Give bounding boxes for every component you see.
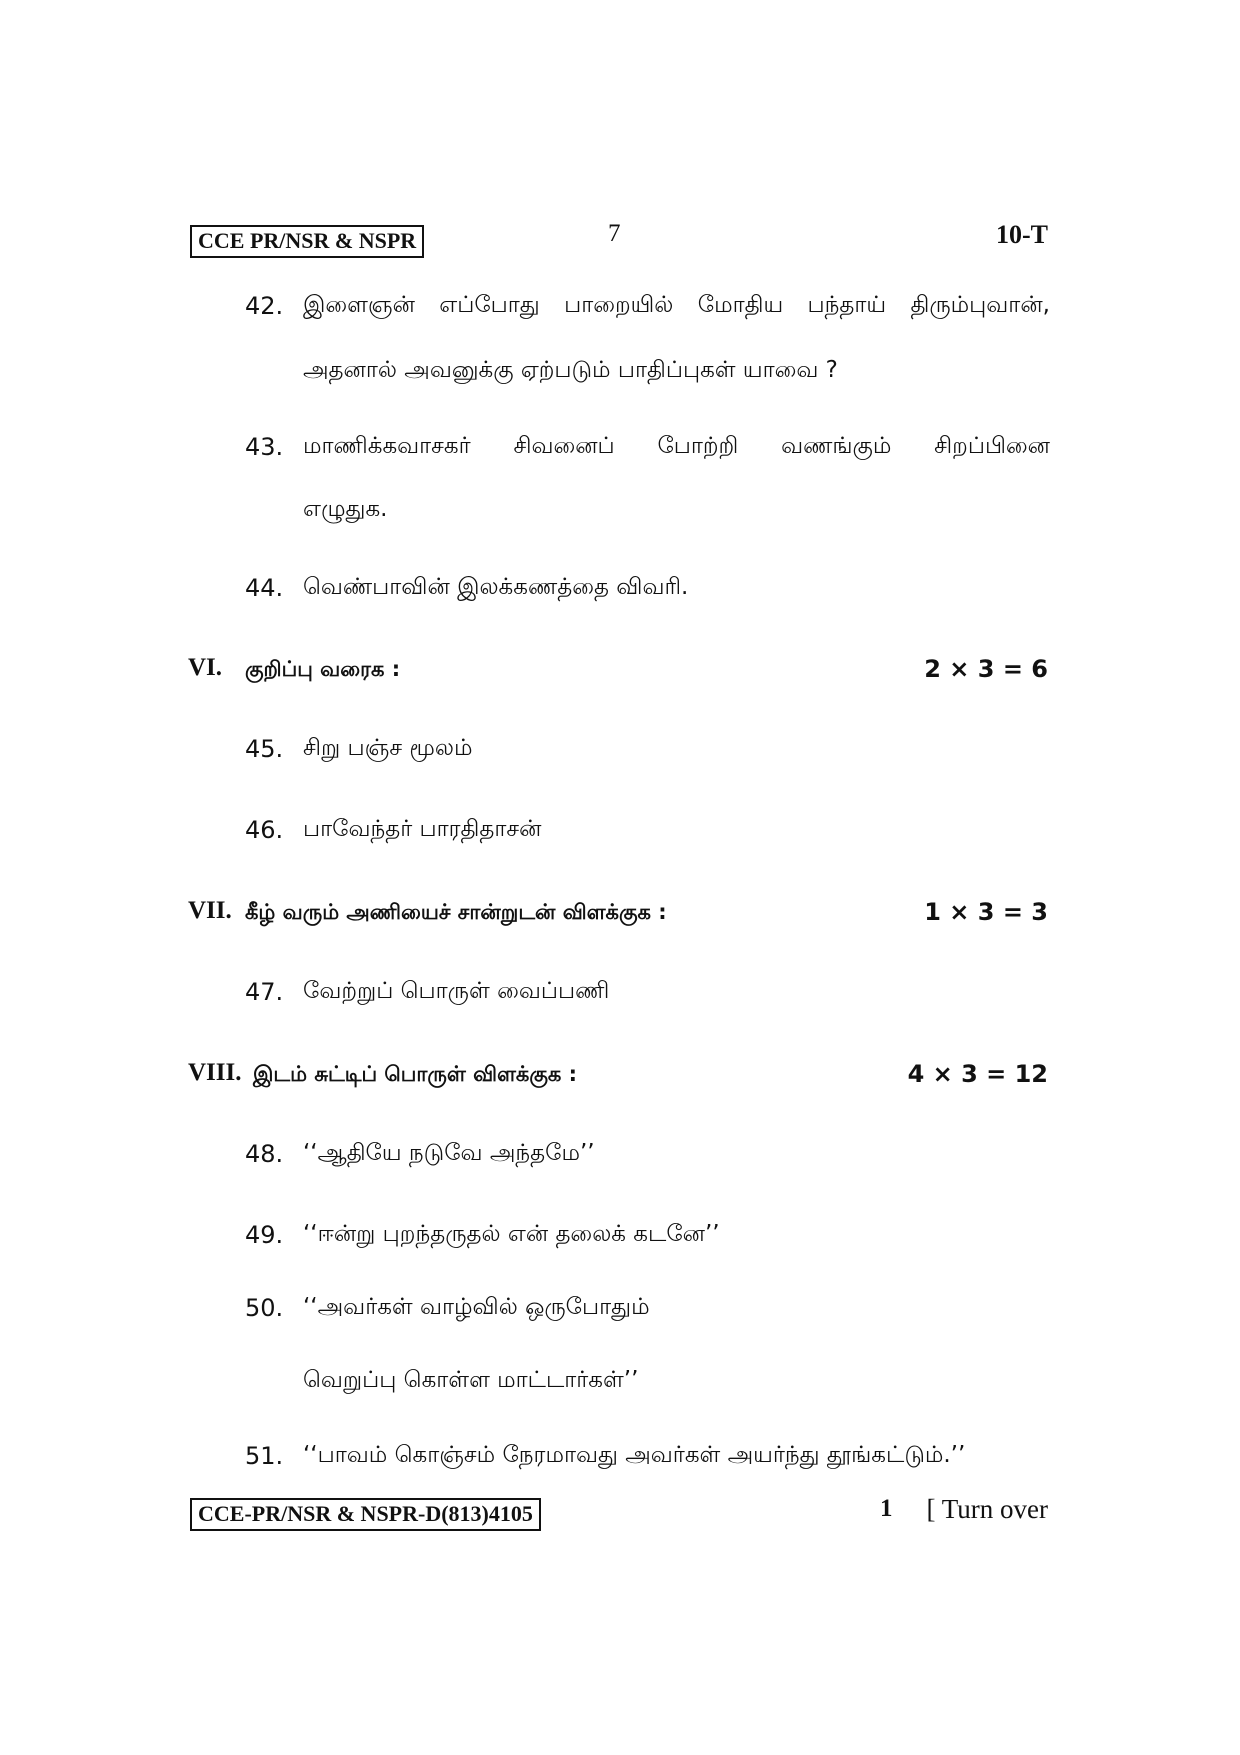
section-marks: 1 × 3 = 3 (924, 898, 1048, 926)
question-text: ‘‘ஈன்று புறந்தருதல் என் தலைக் கடனே’’ (303, 1221, 720, 1247)
section-number: VII. (188, 897, 232, 924)
question-number: 47. (245, 978, 284, 1006)
question-text: ‘‘அவர்கள் வாழ்வில் ஒருபோதும் (303, 1294, 650, 1320)
section-title: குறிப்பு வரைக : (245, 657, 401, 681)
section-marks: 2 × 3 = 6 (924, 655, 1048, 683)
section-marks: 4 × 3 = 12 (907, 1060, 1048, 1088)
question-number: 48. (245, 1140, 284, 1168)
question-text: ‘‘பாவம் கொஞ்சம் நேரமாவது அவர்கள் அயர்ந்து தூங்கட்டும்.’’ (303, 1442, 966, 1468)
section-title: கீழ் வரும் அணியைச் சான்றுடன் விளக்குக : (245, 900, 667, 924)
section-number: VI. (188, 654, 223, 681)
paper-code: 10-T (996, 220, 1048, 249)
question-text: வெண்பாவின் இலக்கணத்தை விவரி. (303, 574, 689, 600)
question-text-continued: வெறுப்பு கொள்ள மாட்டார்கள்’’ (303, 1367, 639, 1393)
question-text-continued: அதனால் அவனுக்கு ஏற்படும் பாதிப்புகள் யாவை ? (303, 357, 838, 383)
question-number: 50. (245, 1294, 284, 1322)
question-number: 51. (245, 1442, 284, 1470)
page-number: 7 (608, 220, 621, 247)
question-text-continued: எழுதுக. (303, 496, 388, 522)
turn-over-label: [ Turn over (926, 1494, 1048, 1524)
question-number: 46. (245, 816, 284, 844)
question-number: 45. (245, 735, 284, 763)
footer-code: CCE-PR/NSR & NSPR-D(813)4105 (190, 1498, 541, 1531)
question-text: மாணிக்கவாசகர் சிவனைப் போற்றி வணங்கும் சிறப்பினை (303, 433, 1050, 459)
question-number: 49. (245, 1221, 284, 1249)
question-text: இளைஞன் எப்போது பாறையில் மோதிய பந்தாய் திரும்புவான், (303, 292, 1050, 318)
question-number: 43. (245, 433, 284, 461)
question-number: 42. (245, 292, 284, 320)
section-title: இடம் சுட்டிப் பொருள் விளக்குக : (253, 1062, 578, 1086)
question-text: சிறு பஞ்ச மூலம் (303, 735, 473, 761)
header-code: CCE PR/NSR & NSPR (190, 225, 424, 258)
question-text: ‘‘ஆதியே நடுவே அந்தமே’’ (303, 1140, 595, 1166)
question-text: பாவேந்தர் பாரதிதாசன் (303, 816, 542, 842)
footer-page-number: 1 (880, 1495, 893, 1522)
question-number: 44. (245, 574, 284, 602)
section-number: VIII. (188, 1059, 242, 1086)
question-text: வேற்றுப் பொருள் வைப்பணி (303, 978, 610, 1004)
